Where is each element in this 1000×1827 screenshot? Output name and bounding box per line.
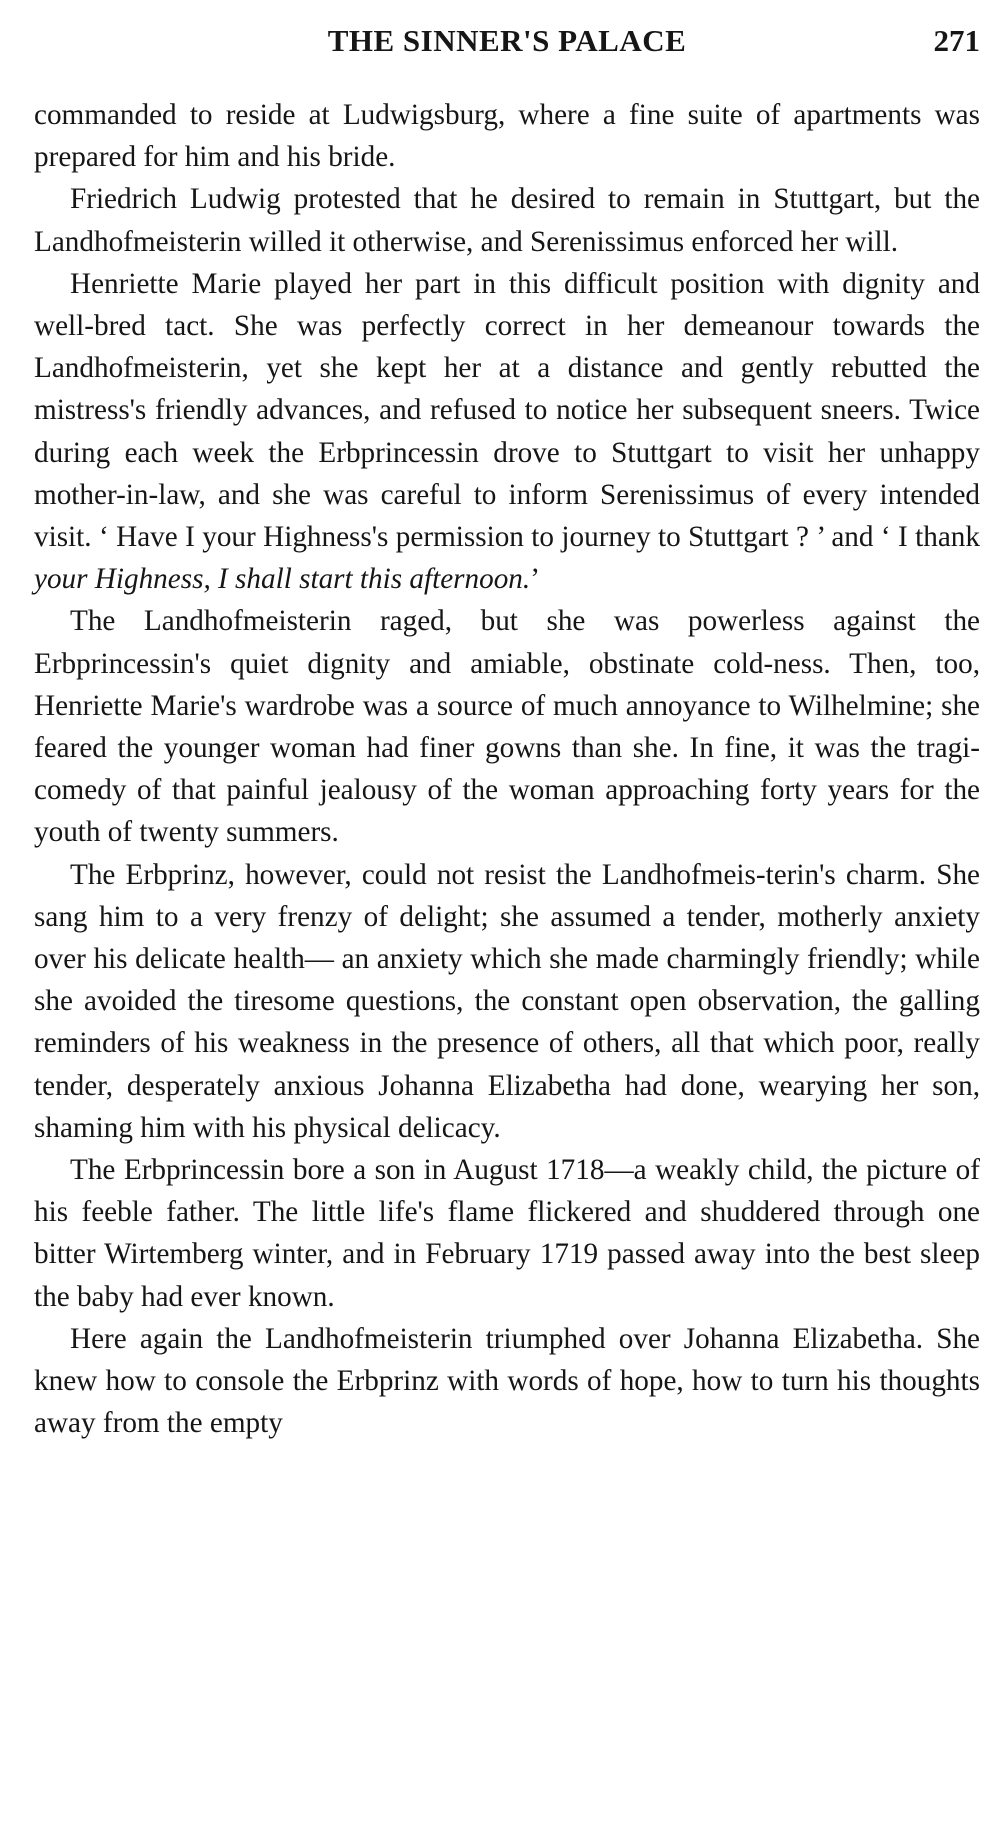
paragraph: Here again the Landhofmeisterin triumphed over Johanna Elizabetha. She knew how to console the Erbprinz with words of hope, how to turn his thoughts away from the empty xyxy=(34,1322,980,1440)
paragraph: Friedrich Ludwig protested that he desired to remain in Stuttgart, but the Landhofmeisterin willed it otherwise, and Serenissimus enforced her will. xyxy=(34,183,980,258)
paragraph-text: Henriette Marie played her part in this difficult position with dignity and well-bred tact. She was perfectly correct in her demeanour towards the Landhofmeisterin, yet she kept her at a distance and gently rebutted the mistress's friendly advances, and refused to notice her subsequent sneers. Twice during each week the Erbprincessin drove to Stuttgart to visit her unhappy mother-in-law, and she was careful to inform Serenissimus of every intended visit. ‘ Have I your Highness's permission to journey to Stuttgart ? ’ and ‘ I thank xyxy=(34,267,980,554)
italic-quote: your Highness, I shall start this afternoon. xyxy=(34,563,531,596)
paragraph xyxy=(34,263,980,601)
paragraph: The Erbprinz, however, could not resist the Landhofmeis-terin's charm. She sang him to a very frenzy of delight; she assumed a tender, motherly anxiety over his delicate health— an anxiety which she made charmingly friendly; while she avoided the tiresome questions, the constant open observation, the galling reminders of his weakness in the presence of others, all that which poor, really tender, desperately anxious Johanna Elizabetha had done, wearying her son, shaming him with his physical delicacy. xyxy=(34,858,980,1144)
running-title: THE SINNER'S PALACE xyxy=(327,23,687,58)
paragraph: The Erbprincessin bore a son in August 1718—a weakly child, the picture of his feeble father. The little life's flame flickered and shuddered through one bitter Wirtemberg winter, and in February 1719 passed away into the best sleep the baby had ever known. xyxy=(34,1154,980,1313)
page-number: 271 xyxy=(933,23,980,58)
closing-quote: ’ xyxy=(530,563,540,596)
book-page xyxy=(34,18,980,1445)
paragraph: The Landhofmeisterin raged, but she was powerless against the Erbprincessin's quiet dignity and amiable, obstinate cold-ness. Then, too, Henriette Marie's wardrobe was a source of much annoyance to Wilhelmine; she feared the younger woman had finer gowns than she. In fine, it was the tragi-comedy of that painful jealousy of the woman approaching forty years for the youth of twenty summers. xyxy=(34,605,980,849)
body-text xyxy=(34,94,980,1445)
running-header xyxy=(34,18,980,64)
paragraph-continuation: commanded to reside at Ludwigsburg, where a fine suite of apartments was prepared for him and his bride. xyxy=(34,99,980,174)
